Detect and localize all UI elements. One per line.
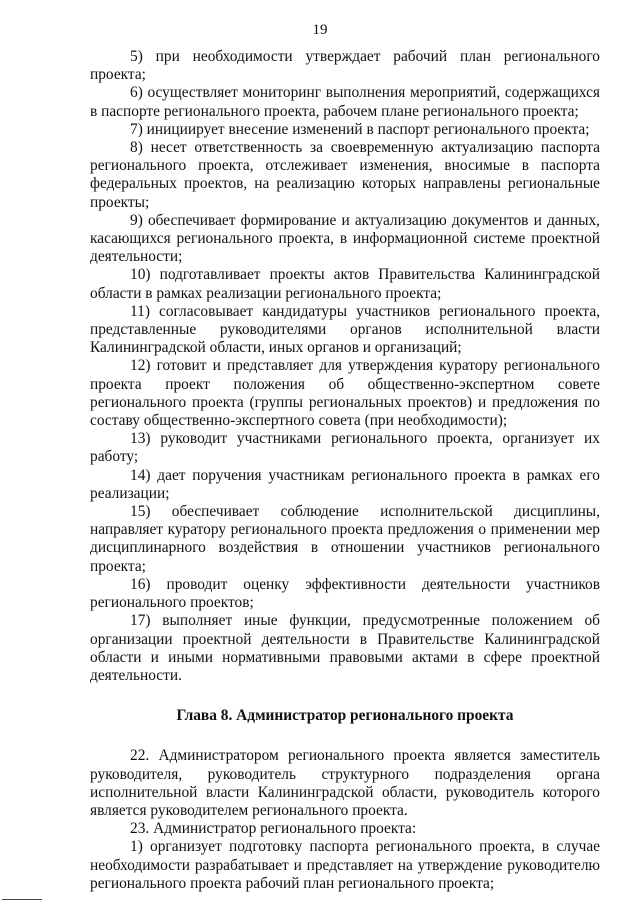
paragraph-item-14: 14) дает поручения участникам регионального проекта в рамках его реализации; [90, 466, 600, 502]
paragraph-item-11: 11) согласовывает кандидатуры участников регионального проекта, представленные руководителями органов исполнительной власти Калининградской области, иных органов и организаций; [90, 302, 600, 357]
paragraph-item-7: 7) инициирует внесение изменений в паспорт регионального проекта; [130, 120, 590, 138]
paragraph-23: 23. Администратор регионального проекта: [130, 820, 417, 838]
paragraph-item-15: 15) обеспечивает соблюдение исполнительской дисциплины, направляет куратору регионального проекта предложения о применении мер дисциплинарного воздействия в отношении участников регионального проекта; [90, 503, 600, 575]
paragraph-item-8: 8) несет ответственность за своевременную актуализацию паспорта регионального проекта, отслеживает изменения, вносимые в паспорта федеральных проектов, на реализацию которых направлены региональные проекты; [90, 139, 600, 211]
paragraph-item-5: 5) при необходимости утверждает рабочий план регионального проекта; [90, 48, 600, 84]
paragraph-item-10: 10) подготавливает проекты актов Правительства Калининградской области в рамках реализации регионального проекта; [90, 266, 600, 302]
paragraph-item-13: 13) руководит участниками регионального проекта, организует их работу; [90, 430, 600, 466]
paragraph-item-9: 9) обеспечивает формирование и актуализацию документов и данных, касающихся регионального проекта, в информационной системе проектной деятельности; [90, 211, 600, 266]
paragraph-22: 22. Администратором регионального проекта является заместитель руководителя, руководитель структурного подразделения органа исполнительной власти Калининградской области, руководитель которого является руководителем регионального проекта. [90, 747, 600, 819]
paragraph-23-item-1: 1) организует подготовку паспорта регионального проекта, в случае необходимости разрабатывает и представляет на утверждение руководителю регионального проекта рабочий план регионального проекта; [90, 838, 600, 892]
paragraph-item-16: 16) проводит оценку эффективности деятельности участников регионального проектов; [90, 575, 600, 612]
page-number: 19 [312, 22, 328, 38]
paragraph-item-6: 6) осуществляет мониторинг выполнения мероприятий, содержащихся в паспорте регионального проекта, рабочем плане регионального проекта; [90, 84, 600, 120]
footer-rule [2, 899, 42, 900]
paragraph-item-12: 12) готовит и представляет для утверждения куратору регионального проекта проект положения об общественно-экспертном совете регионального проекта (группы региональных проектов) и предложения по составу общественно-экспертного совета (при необходимости); [90, 357, 600, 430]
chapter-heading: Глава 8. Администратор регионального проекта [176, 707, 514, 725]
paragraph-item-17: 17) выполняет иные функции, предусмотренные положением об организации проектной деятельности в Правительстве Калининградской области и иными нормативными правовыми актами в сфере проектной деятельности. [90, 612, 600, 684]
document-body [90, 48, 600, 893]
